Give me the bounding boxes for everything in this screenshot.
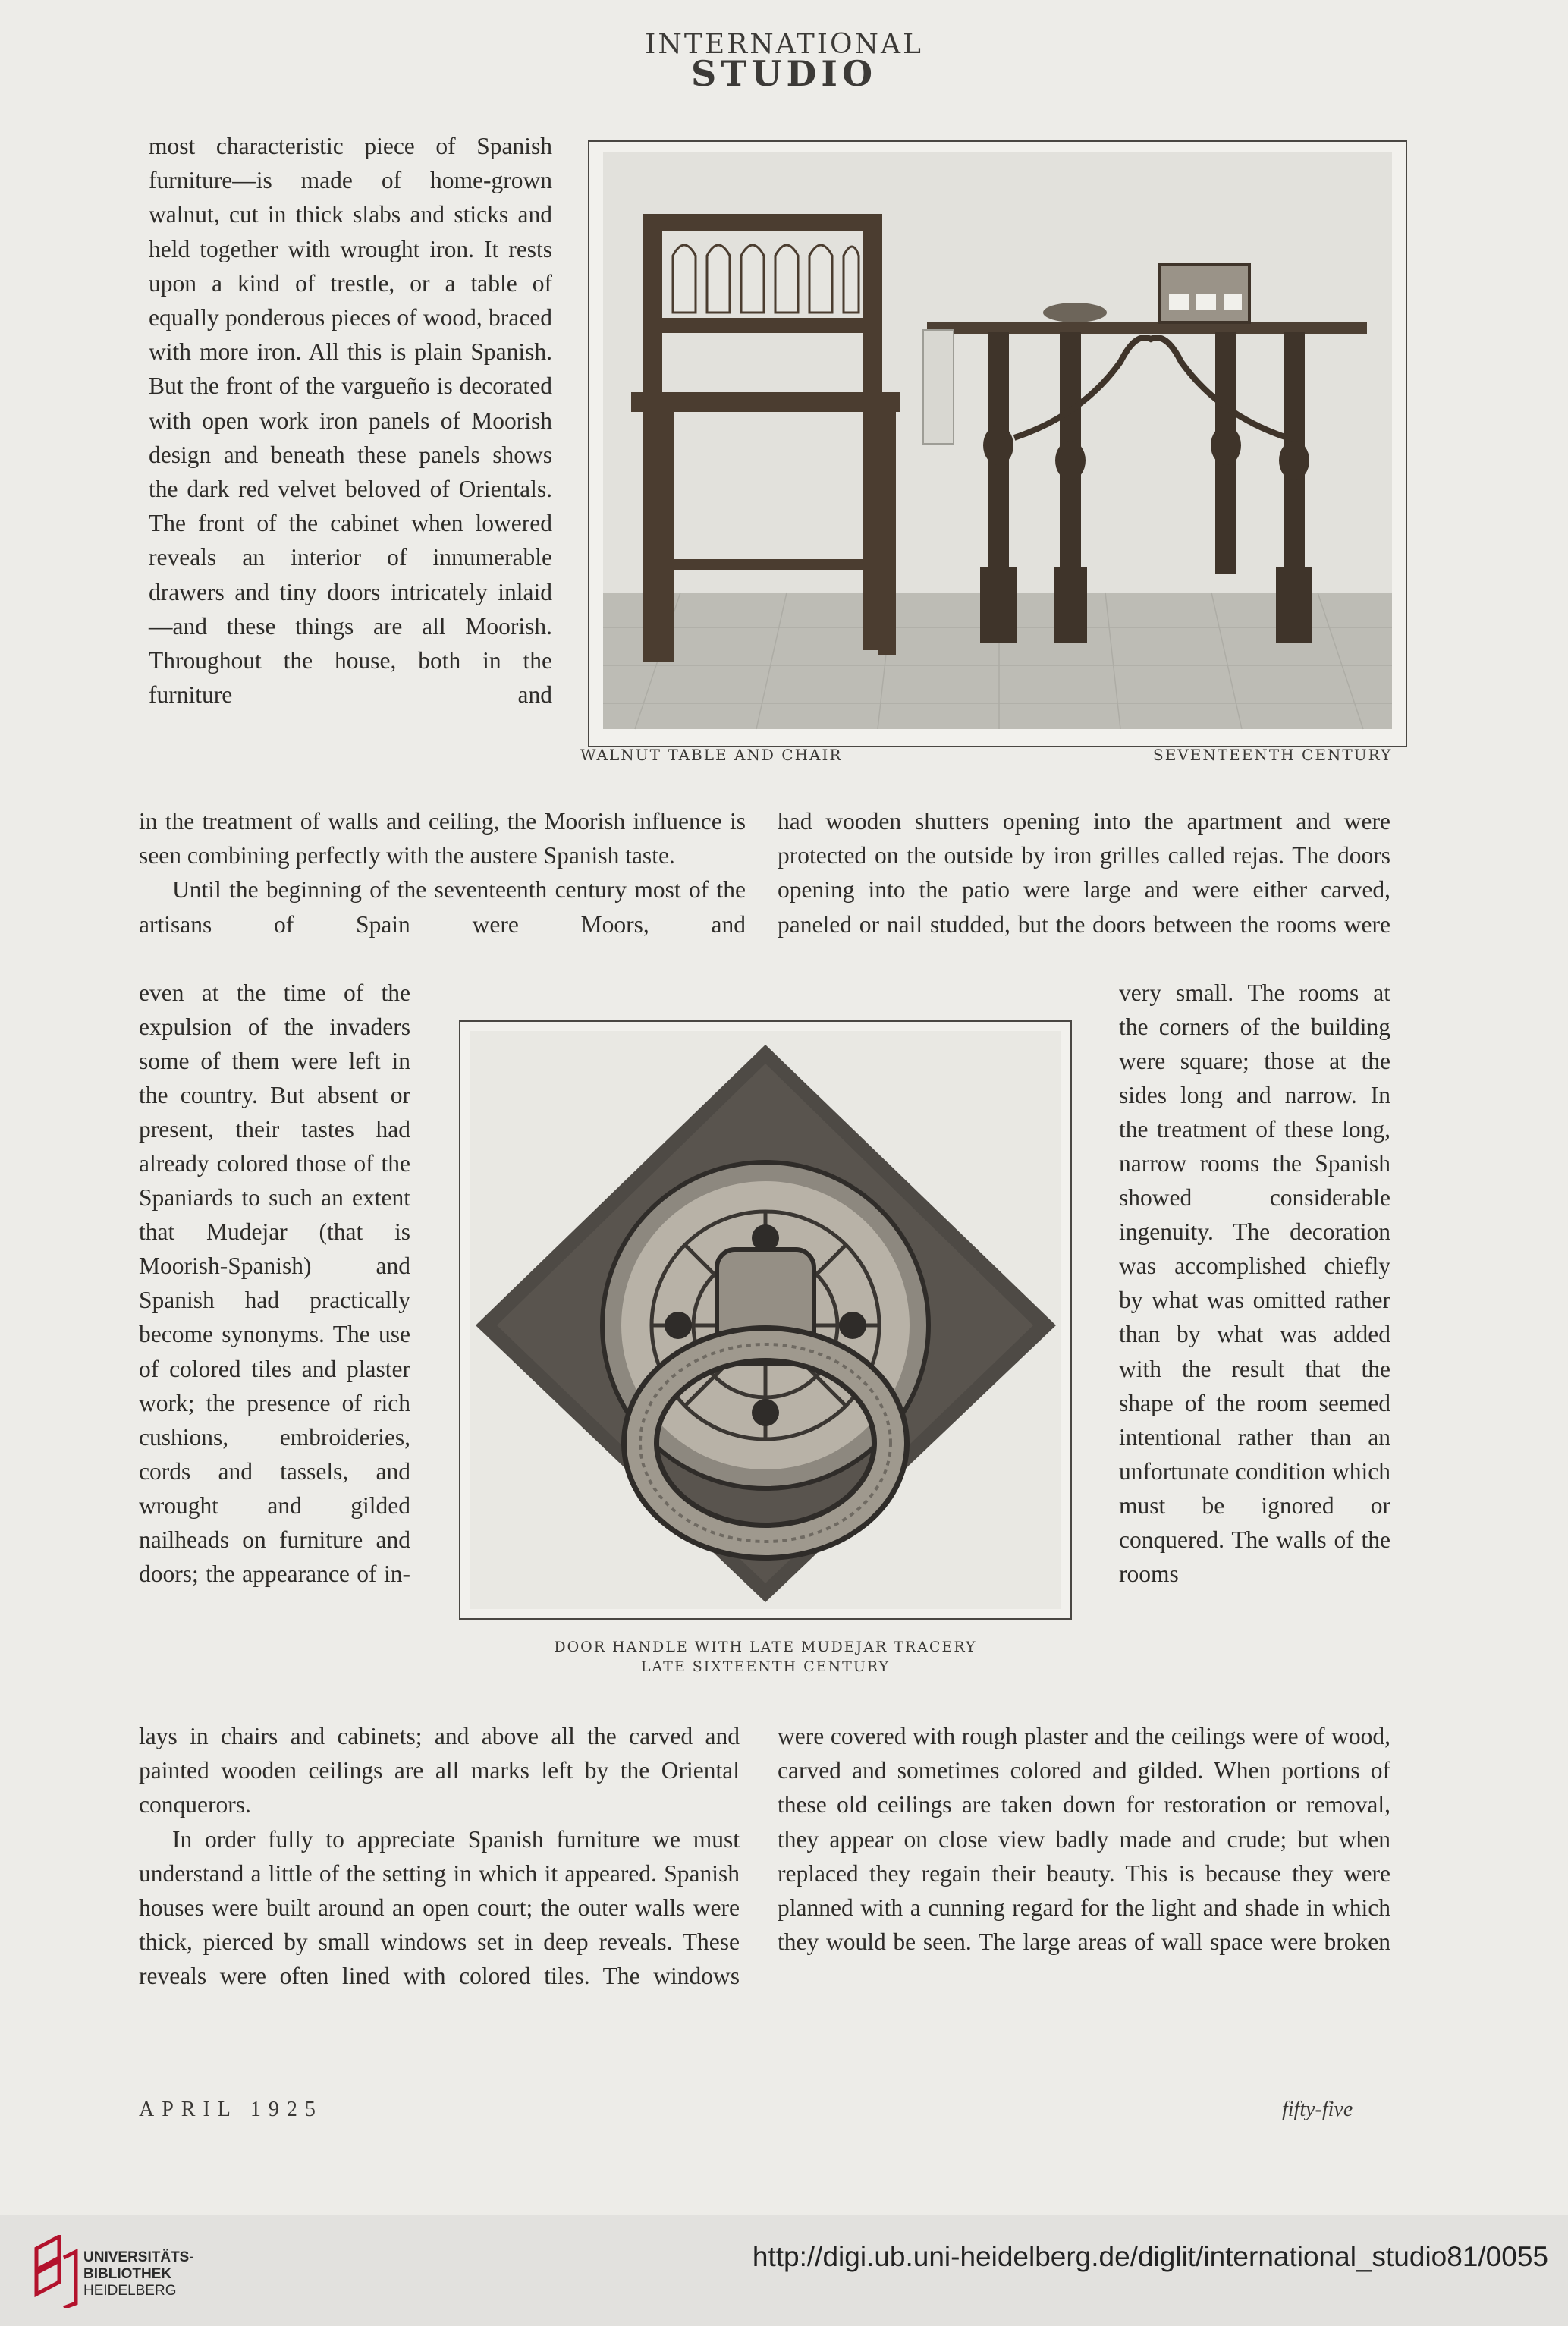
figure-door-handle xyxy=(459,1020,1072,1620)
right-col-para-2: were covered with rough plaster and the ceilings were of wood, carved and sometimes colored and gilded. When portions of these old ceilings are taken down for restoration or removal, they appear on close view badly made and crude; but when replaced they regain their beauty. This is because they were planned with a cunning regard for the light and shade in which they would be seen. The large areas of wall space were broken xyxy=(778,1723,1390,1956)
narrow-left-column xyxy=(139,976,410,1591)
figure1-caption-left: WALNUT TABLE AND CHAIR xyxy=(580,746,843,764)
figure2-caption-line2: LATE SIXTEENTH CENTURY xyxy=(640,1658,891,1675)
library-logo-icon xyxy=(29,2235,79,2308)
library-name xyxy=(83,2249,194,2299)
right-col-para-1: had wooden shutters opening into the apartment and were protected on the outside by iron grilles called rejas. The doors opening into the patio were large and were either carved, paneled or nail studded, but the doors between the rooms were xyxy=(778,808,1390,938)
figure1-caption-right: SEVENTEENTH CENTURY xyxy=(1153,746,1393,764)
door-handle-illustration xyxy=(460,1022,1070,1618)
left-col-para-2: Until the beginning of the seventeenth century most of the artisans of Spain were Moors, and xyxy=(139,876,746,938)
figure-walnut-table-chair xyxy=(588,140,1407,747)
narrow-right-text: very small. The rooms at the corners of the building were square; those at the sides long and narrow. In the treatment of these long, narrow rooms the Spanish showed considerable ingenuity. The decoration was accomplished chiefly by what was omitted rather than by what was added with the result that the shape of the room seemed intentional rather than an unfortunate condition which must be ignored or conquered. The walls of the rooms xyxy=(1119,979,1390,1587)
left-col-para-1: in the treatment of walls and ceiling, the Moorish influence is seen combining perfectly with the austere Spanish taste. xyxy=(139,808,746,869)
masthead-title: STUDIO xyxy=(690,53,878,94)
masthead-top: INTERNATIONAL xyxy=(645,29,923,60)
intro-paragraph: most characteristic piece of Spanish furniture—is made of home-grown walnut, cut in thick slabs and sticks and held together with wrought iron. It rests upon a kind of trestle, or a table of equally ponderous pieces of wood, braced with more iron. All this is plain Spanish. But the front of the vargueño is decorated with open work iron panels of Moorish design and beneath these panels shows the dark red velvet beloved of Orientals. The front of the cabinet when lowered reveals an interior of innumerable drawers and tiny doors intricately inlaid—and these things are all Moorish. Throughout the house, both in the furniture and xyxy=(149,133,552,709)
left-col-para-3: lays in chairs and cabinets; and above all the carved and painted wooden ceilings are all marks left by the Oriental conquerors. xyxy=(139,1723,740,1818)
source-url-link[interactable]: http://digi.ub.uni-heidelberg.de/diglit/international_studio81/0055 xyxy=(752,2241,1548,2272)
left-column-top xyxy=(139,804,746,941)
library-line-3: HEIDELBERG xyxy=(83,2283,177,2299)
library-line-2: BIBLIOTHEK xyxy=(83,2266,172,2282)
narrow-right-column xyxy=(1119,976,1390,1591)
narrow-left-text: even at the time of the expulsion of the invaders some of them were left in the country. But absent or present, their tastes had already colored those of the Spaniards to such an extent that Mudejar (that is Moorish-Spanish) and Spanish had practically become synonyms. The use of colored tiles and plaster work; the presence of rich cushions, embroideries, cords and tassels, and wrought and gilded nailheads on furniture and doors; the appearance of in- xyxy=(139,979,410,1587)
right-column-bottom xyxy=(778,1719,1390,1959)
figure2-caption-line1: DOOR HANDLE WITH LATE MUDEJAR TRACERY xyxy=(554,1639,977,1655)
library-line-1: UNIVERSITÄTS- xyxy=(83,2249,194,2265)
left-col-para-4: In order fully to appreciate Spanish furniture we must understand a little of the setting in which it appeared. Spanish houses were built around an open court; the outer walls were thick, pierced by small windows set in deep reveals. These reveals were often lined with colored tiles. The windows xyxy=(139,1825,740,1990)
left-column-bottom xyxy=(139,1719,740,1994)
right-column-top xyxy=(778,804,1390,941)
table-chair-illustration xyxy=(589,142,1406,746)
intro-column xyxy=(149,129,552,712)
footer-page-number: fifty-five xyxy=(1282,2098,1353,2121)
footer-date: APRIL 1925 xyxy=(139,2098,323,2121)
